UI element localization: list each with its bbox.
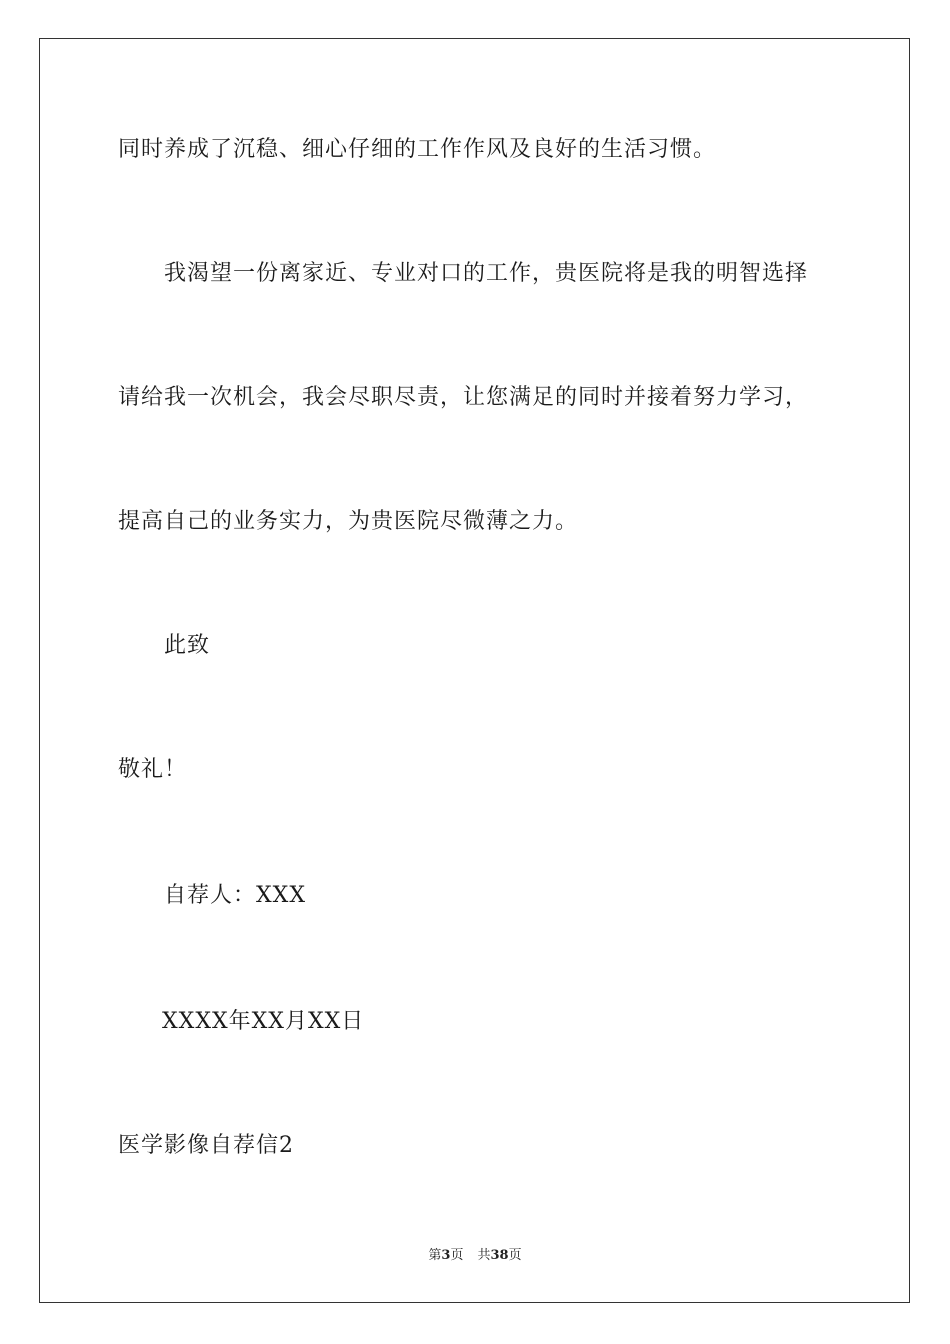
page-number: 3 xyxy=(441,1248,451,1263)
page-label-prefix: 第 xyxy=(428,1248,442,1263)
total-label-prefix: 共 xyxy=(477,1248,491,1263)
total-label-suffix: 页 xyxy=(508,1248,522,1263)
page-label-suffix: 页 xyxy=(450,1248,464,1263)
page-footer xyxy=(0,1247,950,1265)
page-border xyxy=(39,38,910,1303)
closing-regards: 敬礼！ xyxy=(118,757,188,782)
paragraph-line-4: 提高自己的业务实力，为贵医院尽微薄之力。 xyxy=(118,509,579,534)
paragraph-line-2: 我渴望一份离家近、专业对口的工作，贵医院将是我的明智选择 xyxy=(164,261,809,286)
closing-salutation: 此致 xyxy=(164,633,211,658)
signature-date: XXXX年XX月XX日 xyxy=(162,1009,365,1034)
signature-name: 自荐人：XXX xyxy=(164,883,306,908)
paragraph-line-1: 同时养成了沉稳、细心仔细的工作作风及良好的生活习惯。 xyxy=(118,137,717,162)
total-pages: 38 xyxy=(490,1248,509,1263)
section-heading: 医学影像自荐信2 xyxy=(118,1133,294,1158)
paragraph-line-3: 请给我一次机会，我会尽职尽责，让您满足的同时并接着努力学习， xyxy=(118,385,809,410)
